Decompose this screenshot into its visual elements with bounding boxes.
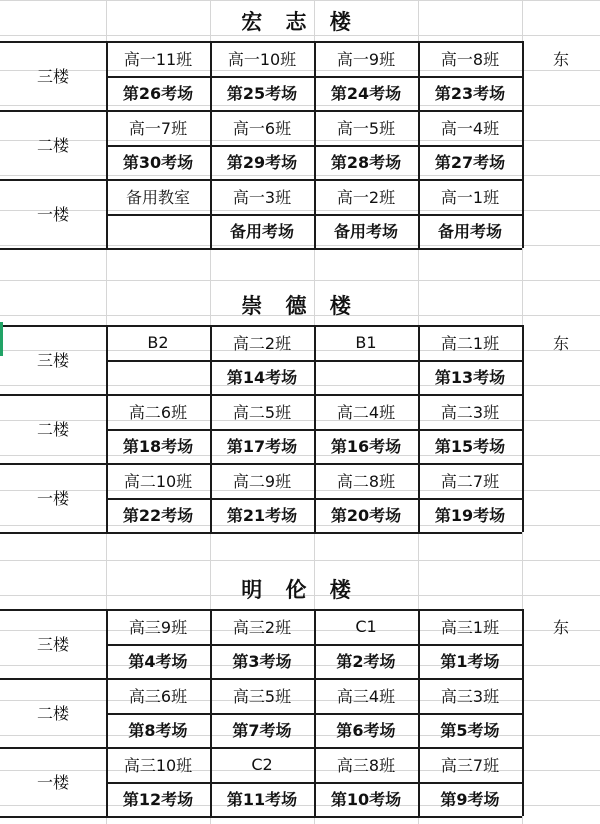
building-title[interactable]: 宏 志 楼 — [241, 9, 359, 34]
class-name[interactable]: 高一5班 — [336, 118, 396, 138]
floor-label[interactable]: 三楼 — [36, 635, 69, 654]
class-name[interactable]: 高二3班 — [440, 402, 500, 422]
grid-line — [210, 609, 212, 816]
class-name[interactable]: 高二9班 — [232, 471, 292, 491]
grid-line — [522, 609, 524, 816]
exam-room[interactable]: 第13考场 — [434, 368, 506, 388]
class-name[interactable]: 备用教室 — [125, 187, 190, 207]
class-name[interactable]: 高三2班 — [232, 617, 292, 637]
exam-room[interactable]: 第14考场 — [226, 368, 298, 388]
grid-line — [522, 41, 524, 248]
direction-label[interactable]: 东 — [552, 49, 569, 69]
exam-room[interactable]: 备用考场 — [437, 222, 502, 242]
exam-room[interactable]: 第26考场 — [122, 84, 194, 104]
grid-line — [0, 560, 600, 561]
class-name[interactable]: 高三7班 — [440, 755, 500, 775]
floor-label[interactable]: 二楼 — [36, 704, 69, 723]
grid-line — [0, 110, 522, 112]
class-name[interactable]: 高一10班 — [227, 49, 297, 69]
exam-room[interactable] — [314, 360, 418, 395]
exam-room[interactable]: 第18考场 — [122, 437, 194, 457]
class-name[interactable]: 高三3班 — [440, 686, 500, 706]
exam-room[interactable]: 第5考场 — [440, 721, 500, 741]
exam-room[interactable]: 第16考场 — [330, 437, 402, 457]
grid-line — [0, 280, 600, 281]
exam-room[interactable]: 第24考场 — [330, 84, 402, 104]
class-name[interactable]: 高二5班 — [232, 402, 292, 422]
floor-label[interactable]: 一楼 — [36, 489, 69, 508]
exam-room[interactable] — [106, 360, 210, 395]
grid-line — [0, 394, 522, 396]
exam-room[interactable]: 第17考场 — [226, 437, 298, 457]
class-name[interactable]: 高一11班 — [123, 49, 193, 69]
direction-label[interactable]: 东 — [552, 333, 569, 353]
class-name[interactable]: B1 — [355, 332, 377, 352]
exam-room[interactable]: 第10考场 — [330, 790, 402, 810]
class-name[interactable]: 高一4班 — [440, 118, 500, 138]
class-name[interactable]: C1 — [355, 616, 377, 636]
grid-line — [106, 325, 108, 532]
floor-label[interactable]: 二楼 — [36, 420, 69, 439]
grid-line — [0, 678, 522, 680]
class-name[interactable]: 高三5班 — [232, 686, 292, 706]
exam-room[interactable]: 第22考场 — [122, 506, 194, 526]
exam-room[interactable] — [106, 214, 210, 249]
class-name[interactable]: 高二4班 — [336, 402, 396, 422]
class-name[interactable]: 高一9班 — [336, 49, 396, 69]
class-name[interactable]: 高二6班 — [128, 402, 188, 422]
exam-room[interactable]: 第7考场 — [232, 721, 292, 741]
class-name[interactable]: 高三6班 — [128, 686, 188, 706]
exam-room[interactable]: 第2考场 — [336, 652, 396, 672]
grid-line — [314, 41, 316, 248]
exam-room[interactable]: 第29考场 — [226, 153, 298, 173]
class-name[interactable]: 高三10班 — [123, 755, 193, 775]
grid-line — [0, 747, 522, 749]
grid-line — [418, 41, 420, 248]
exam-room[interactable]: 第25考场 — [226, 84, 298, 104]
exam-room[interactable]: 备用考场 — [229, 222, 294, 242]
grid-line — [210, 41, 212, 248]
class-name[interactable]: 高一6班 — [232, 118, 292, 138]
grid-line — [0, 816, 522, 818]
grid-line — [0, 41, 522, 43]
class-name[interactable]: 高三1班 — [440, 617, 500, 637]
class-name[interactable]: 高一2班 — [336, 187, 396, 207]
exam-room[interactable]: 第1考场 — [440, 652, 500, 672]
active-cell-indicator — [0, 322, 3, 356]
exam-room[interactable]: 第9考场 — [440, 790, 500, 810]
exam-room[interactable]: 第3考场 — [232, 652, 292, 672]
class-name[interactable]: B2 — [147, 332, 169, 352]
class-name[interactable]: 高二7班 — [440, 471, 500, 491]
exam-room[interactable]: 第30考场 — [122, 153, 194, 173]
exam-room[interactable]: 第20考场 — [330, 506, 402, 526]
class-name[interactable]: 高一1班 — [440, 187, 500, 207]
grid-line — [522, 325, 524, 532]
grid-line — [314, 609, 316, 816]
grid-line — [418, 325, 420, 532]
grid-line — [0, 609, 522, 611]
grid-line — [0, 248, 522, 250]
floor-label[interactable]: 二楼 — [36, 136, 69, 155]
grid-line — [0, 179, 522, 181]
exam-room[interactable]: 第11考场 — [226, 790, 298, 810]
floor-label[interactable]: 三楼 — [36, 67, 69, 86]
class-name[interactable]: 高二8班 — [336, 471, 396, 491]
exam-room[interactable]: 第12考场 — [122, 790, 194, 810]
grid-line — [106, 41, 108, 248]
class-name[interactable]: 高三9班 — [128, 617, 188, 637]
exam-room[interactable]: 第15考场 — [434, 437, 506, 457]
class-name[interactable]: 高二1班 — [440, 333, 500, 353]
grid-line — [0, 532, 522, 534]
class-name[interactable]: 高一7班 — [128, 118, 188, 138]
exam-room[interactable]: 第23考场 — [434, 84, 506, 104]
exam-room[interactable]: 第6考场 — [336, 721, 396, 741]
class-name[interactable]: 高三4班 — [336, 686, 396, 706]
exam-room[interactable]: 第4考场 — [128, 652, 188, 672]
floor-label[interactable]: 三楼 — [36, 351, 69, 370]
building-title[interactable]: 明 伦 楼 — [241, 577, 359, 602]
grid-line — [418, 609, 420, 816]
grid-line — [314, 325, 316, 532]
building-title[interactable]: 崇 德 楼 — [241, 293, 359, 318]
exam-room[interactable]: 第27考场 — [434, 153, 506, 173]
class-name[interactable]: 高三8班 — [336, 755, 396, 775]
class-name[interactable]: C2 — [251, 754, 273, 774]
class-name[interactable]: 高二2班 — [232, 333, 292, 353]
grid-line — [0, 325, 522, 327]
grid-line — [0, 463, 522, 465]
floor-label[interactable]: 一楼 — [36, 205, 69, 224]
exam-room[interactable]: 第21考场 — [226, 506, 298, 526]
class-name[interactable]: 高一8班 — [440, 49, 500, 69]
floor-label[interactable]: 一楼 — [36, 773, 69, 792]
class-name[interactable]: 高二10班 — [123, 471, 193, 491]
class-name[interactable]: 高一3班 — [232, 187, 292, 207]
exam-room[interactable]: 第8考场 — [128, 721, 188, 741]
direction-label[interactable]: 东 — [552, 617, 569, 637]
grid-line — [210, 325, 212, 532]
exam-room[interactable]: 第19考场 — [434, 506, 506, 526]
exam-room[interactable]: 备用考场 — [333, 222, 398, 242]
exam-room[interactable]: 第28考场 — [330, 153, 402, 173]
grid-line — [106, 609, 108, 816]
